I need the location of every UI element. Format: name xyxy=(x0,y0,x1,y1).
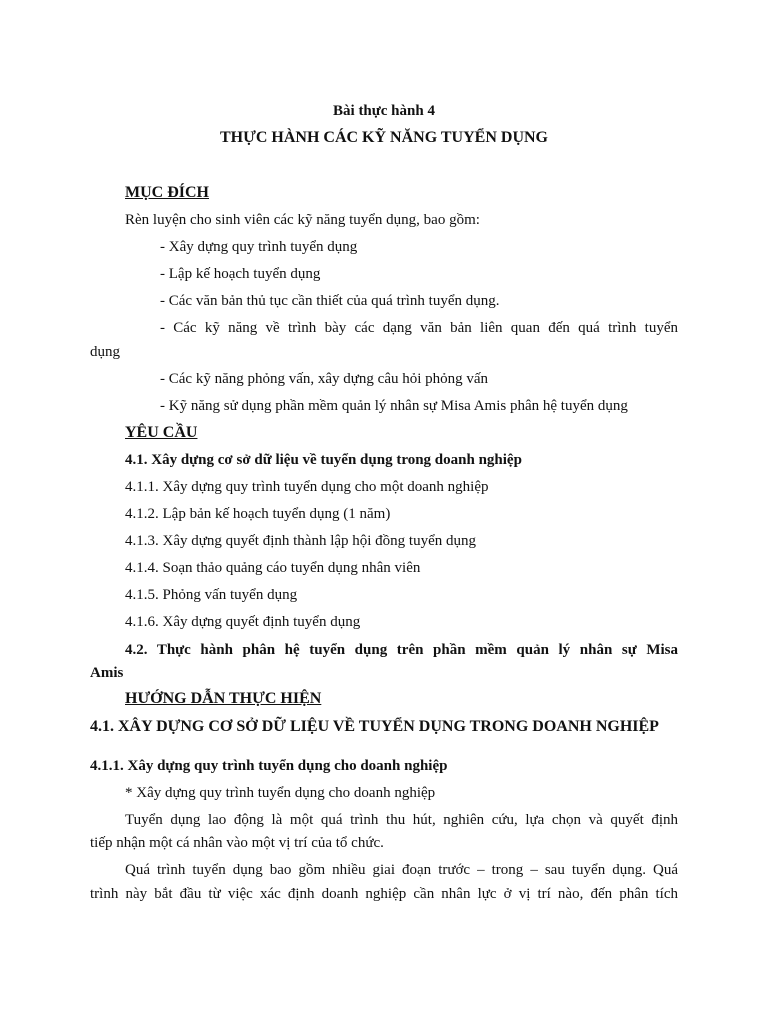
huong-dan-bullet: * Xây dựng quy trình tuyển dụng cho doanh nghiệp xyxy=(125,785,436,801)
yeu-cau-item: 4.1.5. Phỏng vấn tuyển dụng xyxy=(125,587,298,603)
heading-huong-dan: HƯỚNG DẪN THỰC HIỆN xyxy=(125,690,322,707)
yeu-cau-section-42: 4.2. Thực hành phân hệ tuyển dụng trên phần mềm quản lý nhân sự Misa xyxy=(125,642,678,658)
muc-dich-item: - Lập kế hoạch tuyển dụng xyxy=(160,266,321,282)
muc-dich-item: - Xây dựng quy trình tuyển dụng xyxy=(160,239,358,255)
yeu-cau-item: 4.1.3. Xây dựng quyết định thành lập hội đồng tuyển dụng xyxy=(125,533,477,549)
exercise-number: Bài thực hành 4 xyxy=(333,103,435,119)
heading-yeu-cau: YÊU CẦU xyxy=(125,424,198,441)
yeu-cau-item: 4.1.2. Lập bản kế hoạch tuyển dụng (1 năm) xyxy=(125,506,391,522)
yeu-cau-item: 4.1.6. Xây dựng quyết định tuyển dụng xyxy=(125,614,361,630)
muc-dich-item: - Các kỹ năng về trình bày các dạng văn bản liên quan đến quá trình tuyển xyxy=(160,320,678,336)
paragraph-line: tiếp nhận một cá nhân vào một vị trí của tổ chức. xyxy=(90,835,384,851)
huong-dan-section-41: 4.1. XÂY DỰNG CƠ SỞ DỮ LIỆU VỀ TUYỂN DỤNG TRONG DOANH NGHIỆP xyxy=(90,718,659,735)
heading-muc-dich: MỤC ĐÍCH xyxy=(125,184,209,201)
yeu-cau-item: 4.1.1. Xây dựng quy trình tuyển dụng cho một doanh nghiệp xyxy=(125,479,489,495)
yeu-cau-item: 4.1.4. Soạn thảo quảng cáo tuyển dụng nhân viên xyxy=(125,560,421,576)
paragraph-line: Tuyển dụng lao động là một quá trình thu hút, nghiên cứu, lựa chọn và quyết định xyxy=(125,812,678,828)
yeu-cau-section-41: 4.1. Xây dựng cơ sở dữ liệu về tuyển dụng trong doanh nghiệp xyxy=(125,452,522,468)
muc-dich-item: - Các kỹ năng phỏng vấn, xây dựng câu hỏi phỏng vấn xyxy=(160,371,489,387)
document-title: THỰC HÀNH CÁC KỸ NĂNG TUYỂN DỤNG xyxy=(219,129,548,146)
muc-dich-item-cont: dụng xyxy=(90,344,120,360)
muc-dich-intro: Rèn luyện cho sinh viên các kỹ năng tuyển dụng, bao gồm: xyxy=(125,212,480,228)
muc-dich-item: - Các văn bản thủ tục cần thiết của quá trình tuyển dụng. xyxy=(160,293,500,309)
huong-dan-section-411: 4.1.1. Xây dựng quy trình tuyển dụng cho doanh nghiệp xyxy=(90,758,448,774)
muc-dich-item: - Kỹ năng sử dụng phần mềm quản lý nhân sự Misa Amis phân hệ tuyển dụng xyxy=(160,398,628,414)
yeu-cau-section-42-cont: Amis xyxy=(90,665,124,681)
paragraph-line: trình này bắt đầu từ việc xác định doanh nghiệp cần nhân lực ở vị trí nào, đến phân tích xyxy=(90,886,678,902)
paragraph-line: Quá trình tuyển dụng bao gồm nhiều giai đoạn trước – trong – sau tuyển dụng. Quá xyxy=(125,862,678,878)
